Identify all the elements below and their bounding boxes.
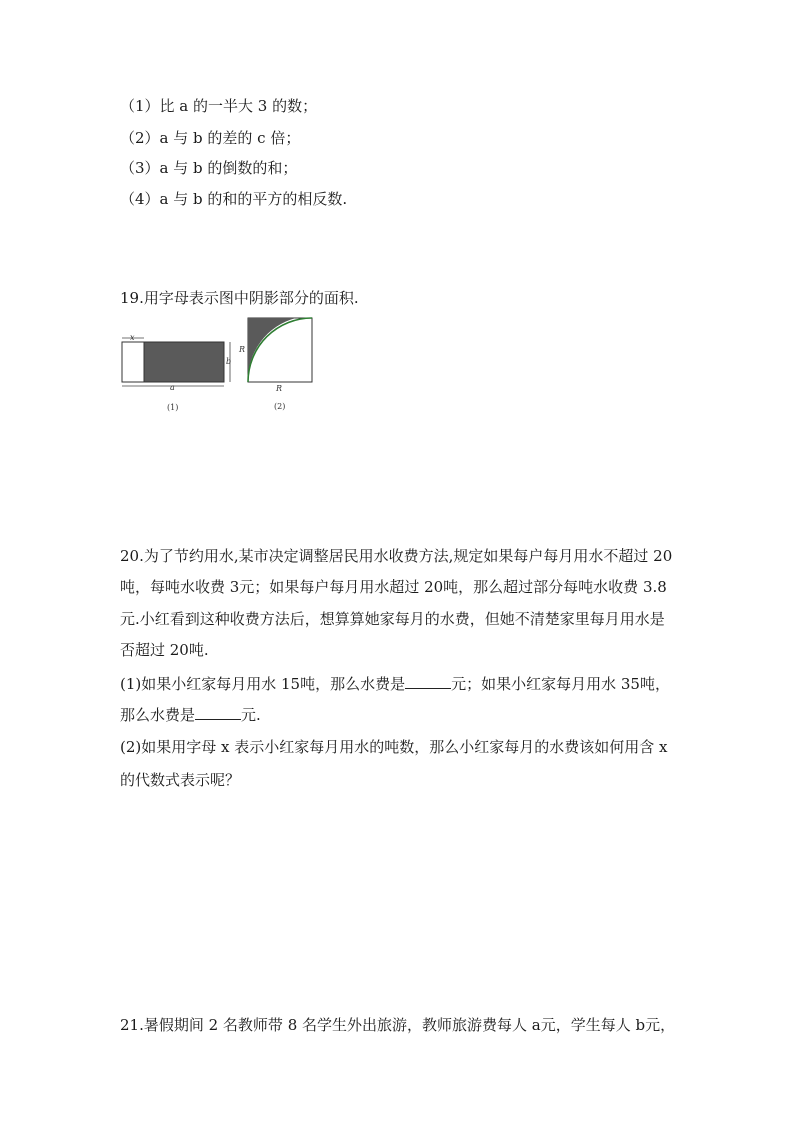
q20-part-1-text-b: 元；如果小红家每月用水 35吨， bbox=[451, 675, 670, 693]
answer-blank-2[interactable] bbox=[195, 705, 241, 720]
fig2-label-r-side: R bbox=[239, 345, 246, 354]
figure-1 bbox=[114, 330, 244, 424]
q20-line-2: 吨，每吨水收费 3元；如果每户每月用水超过 20吨，那么超过部分每吨水收费 3.8 bbox=[120, 578, 667, 596]
q20-part-2-line-2: 的代数式表示呢？ bbox=[120, 771, 241, 789]
fig1-label-x: x bbox=[130, 333, 135, 342]
q20-line-3: 元.小红看到这种收费方法后，想算算她家每月的水费，但她不清楚家里每月用水是 bbox=[120, 610, 665, 628]
fig2-caption: (2) bbox=[274, 402, 286, 411]
q18-item-1: （1）比 a 的一半大 3 的数； bbox=[120, 97, 318, 115]
q20-line-1: 20.为了节约用水,某市决定调整居民用水收费方法,规定如果每户每月用水不超过 20 bbox=[120, 547, 673, 565]
q20-line-4: 否超过 20吨. bbox=[120, 641, 209, 659]
q20-part-1-text-a: (1)如果小红家每月用水 15吨，那么水费是 bbox=[120, 675, 406, 693]
answer-blank-1[interactable] bbox=[405, 674, 451, 689]
fig1-shaded-region bbox=[144, 342, 224, 382]
q20-part-1-line-2 bbox=[120, 705, 261, 725]
fig1-caption: (1) bbox=[167, 403, 179, 412]
q20-part-1-text-c: 那么水费是 bbox=[120, 706, 196, 724]
figure-2 bbox=[236, 316, 326, 420]
fig1-label-b: b bbox=[226, 357, 232, 366]
q18-item-3: （3）a 与 b 的倒数的和； bbox=[120, 159, 298, 177]
q20-part-2-line-1: (2)如果用字母 x 表示小红家每月用水的吨数，那么小红家每月的水费该如何用含 x bbox=[120, 738, 668, 756]
q18-item-2: （2）a 与 b 的差的 c 倍； bbox=[120, 129, 301, 147]
q21-text: 21.暑假期间 2 名教师带 8 名学生外出旅游，教师旅游费每人 a元，学生每人 b元， bbox=[120, 1016, 676, 1034]
fig1-label-a: a bbox=[170, 383, 175, 392]
q19-text: 19.用字母表示图中阴影部分的面积. bbox=[120, 289, 359, 307]
q20-part-1-line-1 bbox=[120, 674, 670, 694]
q18-item-4: （4）a 与 b 的和的平方的相反数. bbox=[120, 190, 348, 208]
fig2-label-r-bottom: R bbox=[276, 384, 283, 393]
q20-part-1-text-d: 元. bbox=[241, 706, 261, 724]
